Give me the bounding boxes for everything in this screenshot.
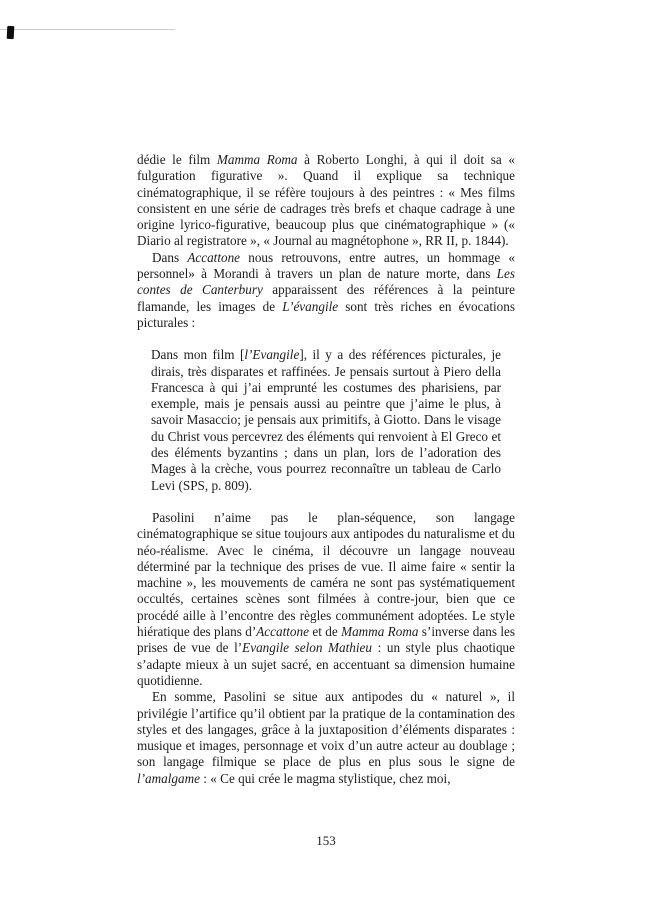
italic-text-run: l’Evangile bbox=[244, 347, 300, 363]
paragraph bbox=[137, 250, 515, 331]
paragraph bbox=[137, 152, 515, 250]
text-run: Dans bbox=[152, 249, 188, 265]
scan-artifact-mark bbox=[7, 26, 15, 39]
text-run: Pasolini n’aime pas le plan-séquence, son langage cinématographique se situe toujours aux antipodes du naturalisme et du néo-réalisme. Avec le cinéma, il découvre un langage nouveau déterminé par la technique des prises de vue. Il aime faire « sentir la machine », les mouvements de caméra ne sont pas systématiquement occultés, certaines scènes sont filmées à contre-jour, bien que ce procédé aille à l’encontre des règles communément adoptées. Le style hiératique des plans d’ bbox=[137, 509, 515, 640]
text-run: nous retrouvons, entre autres, un hommage « personnel» à Morandi à travers un plan de nature morte, dans bbox=[137, 249, 515, 282]
text-run: s’inverse dans les prises de vue de l’ bbox=[137, 624, 515, 656]
text-run: Dans mon film [ bbox=[151, 347, 245, 363]
blockquote-paragraph bbox=[151, 347, 501, 494]
page-number: 153 bbox=[316, 833, 336, 848]
italic-text-run: Evangile selon Mathieu bbox=[242, 640, 373, 656]
italic-text-run: Accattone bbox=[256, 624, 309, 640]
text-run: sont très riches en évocations picturales : bbox=[137, 298, 515, 330]
text-run: dédie le film bbox=[137, 152, 217, 167]
text-run: : un style plus chaotique s’adapte mieux à un sujet sacré, en accentuant sa dimension humaine quotidienne. bbox=[137, 640, 516, 688]
text-run: et de bbox=[308, 624, 342, 640]
text-run: En somme, Pasolini se situe aux antipodes du « naturel », il privilégie l’artifice qu’il obtient par la pratique de la contamination des styles et des langages, grâce à la juxtaposition d’éléments disparates : musique et images, personnage et voix d’un autre acteur au doublage ; son langage filmique se place de plus en plus sous le signe de bbox=[137, 689, 515, 770]
text-run: apparaissent des références à la peinture flamande, les images de bbox=[137, 282, 515, 314]
text-run: ], il y a des références picturales, je dirais, très disparates et raffinées. Je pensais surtout à Piero della Francesca à qui j’ai emprunté les costumes des pharisiens, par exemple, mais je pensais aussi au peintre que j’aime le plus, à savoir Masaccio; je pensais aux primitifs, à Giotto. Dans le visage du Christ vous percevrez des éléments qui renvoient à El Greco et des éléments byzantins ; dans un plan, lors de l’adoration des Mages à la crèche, vous pourrez reconnaître un tableau de Carlo Levi (SPS, p. 809). bbox=[151, 347, 501, 493]
paragraph bbox=[137, 689, 515, 787]
italic-text-run: l’amalgame bbox=[137, 770, 200, 786]
paragraph bbox=[137, 510, 515, 689]
italic-text-run: Mamma Roma bbox=[216, 152, 298, 167]
italic-text-run: Accattone bbox=[187, 249, 241, 265]
scan-artifact-line bbox=[0, 29, 175, 30]
italic-text-run: L’évangile bbox=[282, 298, 339, 314]
text-run: : « Ce qui crée le magma stylistique, chez moi, bbox=[200, 770, 451, 786]
italic-text-run: Les contes de Canterbury bbox=[137, 266, 515, 298]
text-block bbox=[137, 152, 515, 787]
italic-text-run: Mamma Roma bbox=[341, 624, 419, 640]
text-run: à Roberto Longhi, à qui il doit sa « fulguration figurative ». Quand il explique sa technique cinématographique, il se réfère toujours à des peintres : « Mes films consistent en une série de cadrages très brefs et chaque cadrage à une origine lyrico-figurative, beaucoup plus que cinématographique » (« Diario al registratore », « Journal au magnétophone », RR II, p. 1844). bbox=[137, 152, 515, 249]
